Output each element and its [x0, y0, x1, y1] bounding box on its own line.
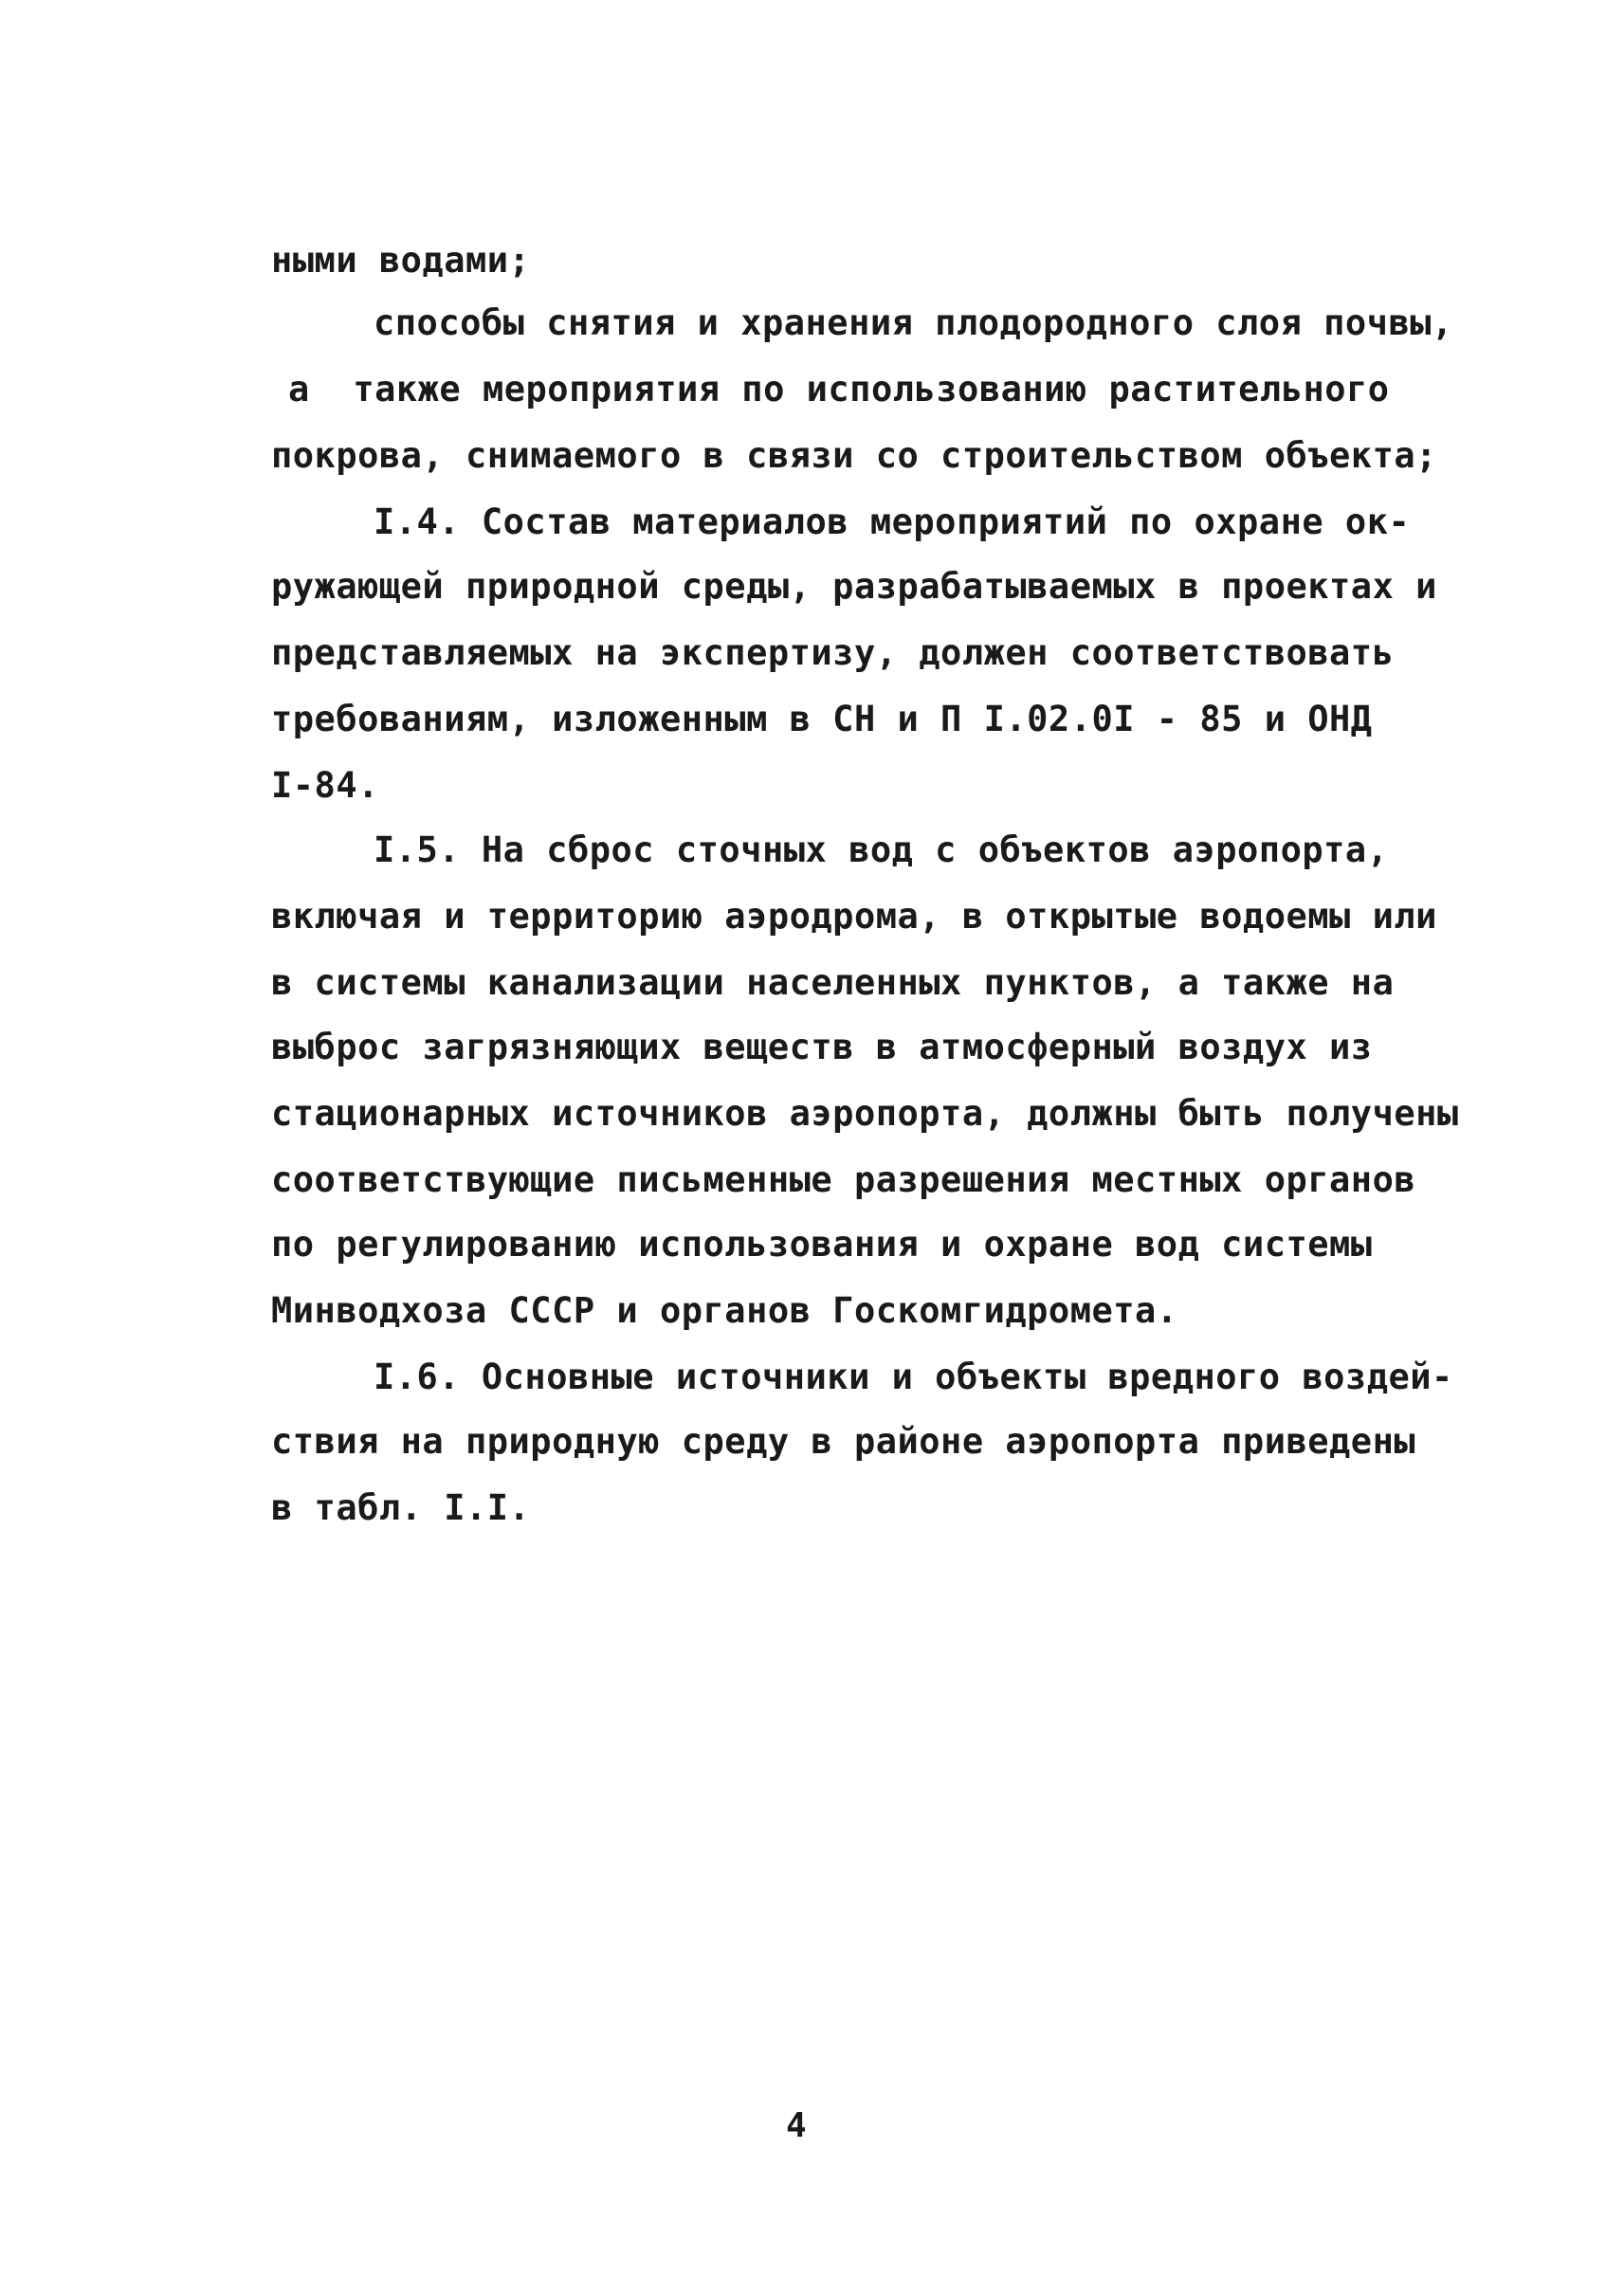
text-line: ствия на природную среду в районе аэропорта приведены	[271, 1421, 1416, 1462]
text-line: I.6. Основные источники и объекты вредного воздей-	[374, 1357, 1453, 1397]
page-number: 4	[786, 2106, 808, 2145]
text-line: Минводхоза СССР и органов Госкомгидромета.	[271, 1290, 1178, 1331]
text-line: стационарных источников аэропорта, должны быть получены	[271, 1093, 1459, 1134]
text-line: I.4. Состав материалов мероприятий по охране ок-	[374, 501, 1411, 542]
text-line: ружающей природной среды, разрабатываемых в проектах и	[271, 566, 1437, 607]
text-line: покрова, снимаемого в связи со строительством объекта;	[271, 435, 1437, 476]
text-line: представляемых на экспертизу, должен соответствовать	[271, 632, 1395, 673]
text-line: I.5. На сброс сточных вод с объектов аэропорта,	[374, 829, 1389, 870]
text-line: в системы канализации населенных пунктов, а также на	[271, 962, 1395, 1003]
text-line: по регулированию использования и охране вод системы	[271, 1224, 1373, 1265]
text-line: способы снятия и хранения плодородного слоя почвы,	[374, 302, 1453, 343]
text-line: в табл. I.I.	[271, 1487, 531, 1528]
text-line: выброс загрязняющих веществ в атмосферный воздух из	[271, 1027, 1373, 1067]
text-line: ными водами;	[271, 240, 531, 281]
text-line: включая и территорию аэродрома, в открытые водоемы или	[271, 896, 1437, 937]
text-line: соответствующие письменные разрешения местных органов	[271, 1159, 1416, 1200]
text-line: I-84.	[271, 765, 379, 806]
text-line: требованиям, изложенным в СН и П I.02.0I - 85 и ОНД	[271, 699, 1373, 739]
text-line: а также мероприятия по использованию растительного	[288, 369, 1390, 410]
